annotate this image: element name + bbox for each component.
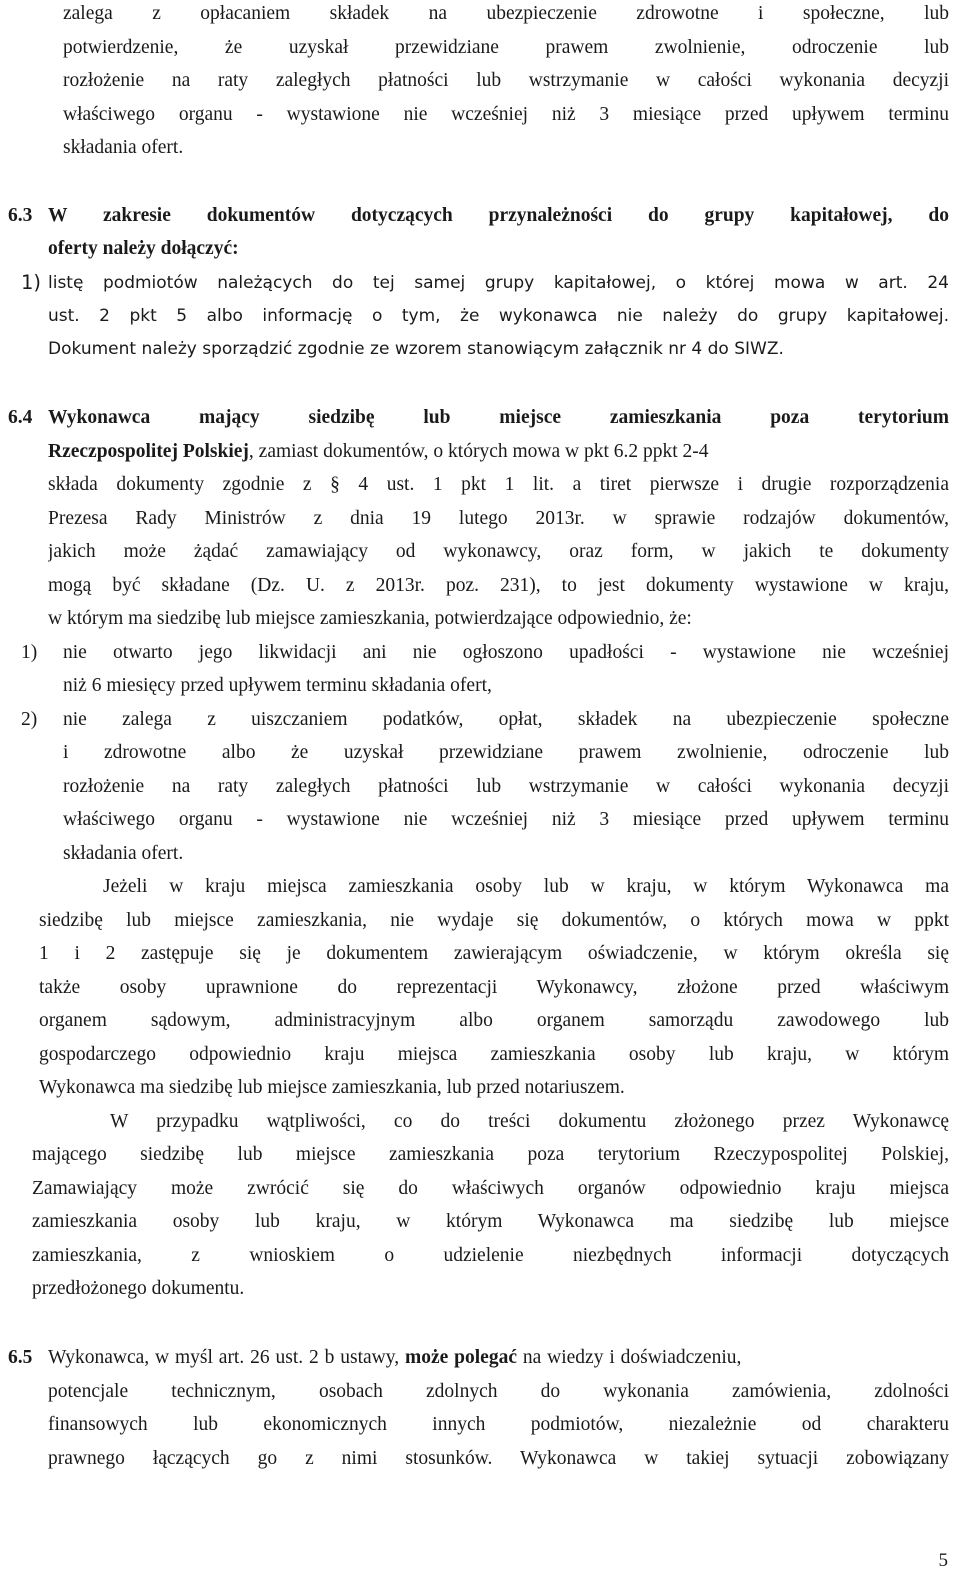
list-item-line: rozłożenie na raty zaległych płatności lub wstrzymanie w całości wykonania decyzji: [63, 776, 949, 797]
text-line: mogą być składane (Dz. U. z 2013r. poz. 231), to jest dokumenty wystawione w kraju,: [48, 575, 949, 596]
text-line: zalega z opłacaniem składek na ubezpieczenie zdrowotne i społeczne, lub: [63, 3, 949, 24]
paragraph-line: Zamawiający może zwrócić się do właściwych organów odpowiednio kraju miejsca: [32, 1178, 949, 1199]
list-item-line: Dokument należy sporządzić zgodnie ze wzorem stanowiącym załącznik nr 4 do SIWZ.: [48, 339, 784, 359]
text-line: potencjale technicznym, osobach zdolnych do wykonania zamówienia, zdolności: [48, 1381, 949, 1402]
paragraph-line: W przypadku wątpliwości, co do treści dokumentu złożonego przez Wykonawcę: [110, 1111, 949, 1132]
text-span: , zamiast dokumentów, o których mowa w pkt 6.2 ppkt 2-4: [248, 441, 709, 462]
text-line: finansowych lub ekonomicznych innych podmiotów, niezależnie od charakteru: [48, 1414, 949, 1435]
list-number: 1): [21, 271, 42, 294]
paragraph-line: organem sądowym, administracyjnym albo organem samorządu zawodowego lub: [39, 1010, 949, 1031]
paragraph-line: przedłożonego dokumentu.: [32, 1278, 245, 1299]
list-item-line: nie zalega z uiszczaniem podatków, opłat, składek na ubezpieczenie społeczne: [63, 709, 949, 730]
text-span: Wykonawca, w myśl art. 26 ust. 2 b ustawy,: [48, 1347, 405, 1368]
section-number: 6.3: [8, 205, 33, 226]
text-line: [48, 1346, 949, 1370]
section-heading: W zakresie dokumentów dotyczących przynależności do grupy kapitałowej, do: [48, 205, 949, 226]
text-line: potwierdzenie, że uzyskał przewidziane prawem zwolnienie, odroczenie lub: [63, 37, 949, 58]
text-span: na wiedzy i doświadczeniu,: [516, 1347, 742, 1368]
list-item-line: właściwego organu - wystawione nie wcześniej niż 3 miesiące przed upływem terminu: [63, 809, 949, 830]
paragraph-line: zamieszkania, z wnioskiem o udzielenie niezbędnych informacji dotyczących: [32, 1245, 949, 1266]
list-item-line: niż 6 miesięcy przed upływem terminu składania ofert,: [63, 675, 492, 696]
paragraph-line: Jeżeli w kraju miejsca zamieszkania osoby lub w kraju, w którym Wykonawca ma: [103, 876, 949, 897]
text-line: składa dokumenty zgodnie z § 4 ust. 1 pkt 1 lit. a tiret pierwsze i drugie rozporządzenia: [48, 474, 949, 495]
text-line: Prezesa Rady Ministrów z dnia 19 lutego 2013r. w sprawie rodzajów dokumentów,: [48, 508, 949, 529]
section-number: 6.5: [8, 1347, 33, 1368]
text-line: właściwego organu - wystawione nie wcześniej niż 3 miesiące przed upływem terminu: [63, 104, 949, 125]
paragraph-line: mającego siedzibę lub miejsce zamieszkania poza terytorium Rzeczypospolitej Polskiej,: [32, 1144, 949, 1165]
paragraph-line: Wykonawca ma siedzibę lub miejsce zamieszkania, lub przed notariuszem.: [39, 1077, 625, 1098]
paragraph-line: siedzibę lub miejsce zamieszkania, nie wydaje się dokumentów, o których mowa w ppkt: [39, 910, 949, 931]
list-item-line: nie otwarto jego likwidacji ani nie ogłoszono upadłości - wystawione nie wcześniej: [63, 642, 949, 663]
bold-text: może polegać: [404, 1347, 517, 1368]
paragraph-line: 1 i 2 zastępuje się je dokumentem zawierającym oświadczenie, w którym określa się: [39, 943, 949, 964]
list-item-line: i zdrowotne albo że uzyskał przewidziane prawem zwolnienie, odroczenie lub: [63, 742, 949, 763]
text-line: składania ofert.: [63, 137, 184, 158]
section-heading: Wykonawca mający siedzibę lub miejsce zamieszkania poza terytorium: [48, 407, 949, 428]
list-number: 1): [21, 642, 38, 663]
text-line: w którym ma siedzibę lub miejsce zamieszkania, potwierdzające odpowiednio, że:: [48, 608, 692, 629]
list-item-line: ust. 2 pkt 5 albo informację o tym, że wykonawca nie należy do grupy kapitałowej.: [48, 306, 949, 326]
text-line: jakich może żądać zamawiający od wykonawcy, oraz form, w jakich te dokumenty: [48, 541, 949, 562]
page-number: 5: [938, 1550, 948, 1571]
list-item-line: składania ofert.: [63, 843, 184, 864]
section-heading: oferty należy dołączyć:: [48, 238, 239, 259]
paragraph-line: także osoby uprawnione do reprezentacji Wykonawcy, złożone przed właściwym: [39, 977, 949, 998]
bold-text: Rzeczpospolitej Polskiej: [48, 441, 249, 462]
text-line: rozłożenie na raty zaległych płatności lub wstrzymanie w całości wykonania decyzji: [63, 70, 949, 91]
paragraph-line: gospodarczego odpowiednio kraju miejsca zamieszkania osoby lub kraju, w którym: [39, 1044, 949, 1065]
text-line: prawnego łączących go z nimi stosunków. Wykonawca w takiej sytuacji zobowiązany: [48, 1448, 949, 1469]
text-line: [48, 440, 709, 464]
section-number: 6.4: [8, 407, 33, 428]
list-number: 2): [21, 709, 38, 730]
list-item-line: listę podmiotów należących do tej samej grupy kapitałowej, o której mowa w art. 24: [48, 273, 949, 293]
paragraph-line: zamieszkania osoby lub kraju, w którym Wykonawca ma siedzibę lub miejsce: [32, 1211, 949, 1232]
